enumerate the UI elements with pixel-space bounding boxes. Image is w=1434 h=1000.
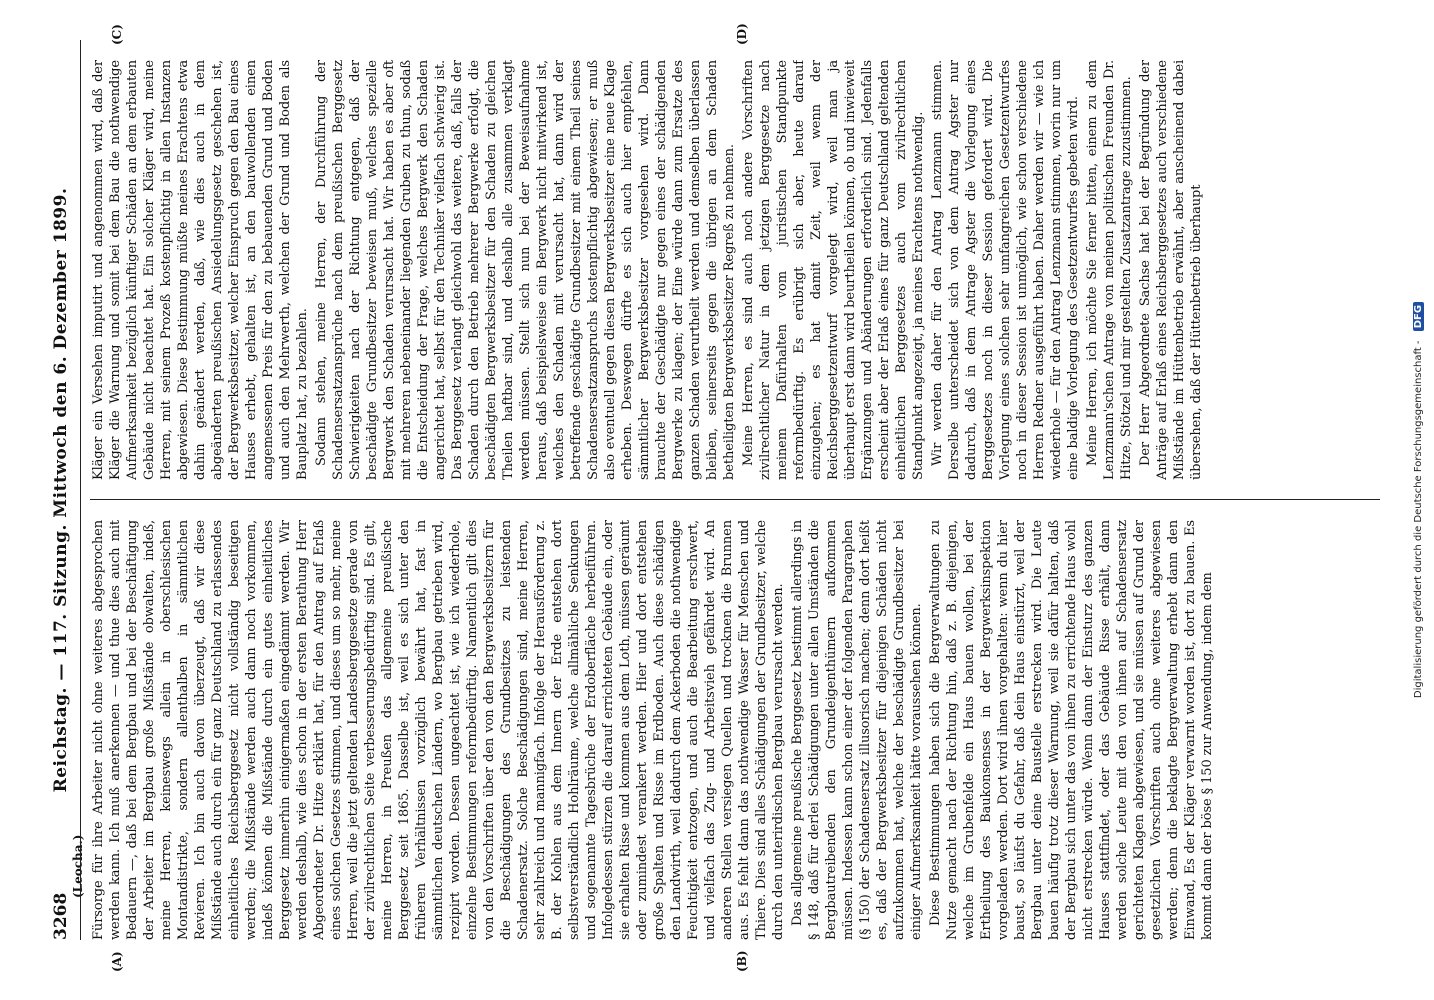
paragraph: Kläger ein Versehen imputirt und angenommen wird, daß der Kläger die Warnung und somit bei dem Bau die nothwendige Aufmerksamkeit bezüglich künftiger Schäden an dem erbauten Gebäude nicht beachtet hat. Ein solcher Kläger wird, meine Herren, mit seinem Prozeß kostenpflichtig in allen Instanzen abgewiesen. Diese Bestimmung müßte meines Erachtens etwa dahin geändert werden, daß, wie dies auch in dem abgeänderten preußischen Ansiedelungsgesetz geschehen ist, der Bergwerksbesitzer, welcher Einspruch gegen den Bau eines Hauses erhebt, gehalten ist, an den bauwollenden einen angemessenen Preis für den zu bebauenden Grund und Boden und auch den Mehrwerth, welchen der Grund und Boden als Bauplatz hat, zu bezahlen.: [91, 60, 310, 480]
paragraph: Wir werden daher für den Antrag Lenzmann stimmen. Derselbe unterscheidet sich von dem Antrag Agster nur dadurch, daß in dem Antrage Agster die Vorlegung eines Berggesetzes noch in dieser Session gefordert wird. Die Vorlegung eines solchen sehr umfangreichen Gesetzentwurfes noch in dieser Session ist unmöglich, wie schon verschiedene Herren Redner ausgeführt haben. Daher werden wir — wie ich wiederhole — für den Antrag Lenzmann stimmen, worin nur um eine baldige Vorlegung des Gesetzentwurfes gebeten wird.: [930, 60, 1081, 480]
header-rule: [80, 40, 81, 940]
left-column: [90, 520, 1380, 940]
paragraph: Der Herr Abgeordnete Sachse hat bei der Begründung der Anträge auf Erlaß eines Reichsberggesetzes auch verschiedene Mißstände im Hüttenbetrieb erwähnt, aber anscheinend dabei übersehen, daß der Hüttenbetrieb überhaupt: [1138, 60, 1204, 480]
paragraph: Das allgemeine preußische Berggesetz bestimmt allerdings in § 148, daß für derlei Schädigungen unter allen Umständen die Bergbautreibenden den Grundeigenthümern aufkommen müssen. Indessen kann schon einer der folgenden Paragraphen (§ 150) der Schadensersatz illusorisch machen; denn dort heißt es, daß der Bergwerksbesitzer für diejenigen Schäden nicht aufzukommen hat, welche der beschädigte Grundbesitzer bei einiger Aufmerksamkeit hätte voraussehen können.: [790, 520, 924, 940]
right-column: [90, 60, 1380, 480]
paragraph: Fürsorge für ihre Arbeiter nicht ohne weiteres abgesprochen werden kann. Ich muß anerkennen — und thue dies auch mit Bedauern —, daß bei dem Bergbau und bei der Beschäftigung der Arbeiter im Bergbau große Mißstände obwalten, indeß, meine Herren, keineswegs allein in oberschlesischen Montandistrikte, sondern allenthalben in sämmtlichen Revieren. Ich bin auch davon überzeugt, daß wir diese Mißstände auch durch ein für ganz Deutschland zu erlassendes einheitliches Reichsberggesetz nicht vollständig beseitigen werden; die Mißstände werden auch dann noch vorkommen, indeß können die Mißstände durch ein gutes einheitliches Berggesetz immerhin einigermaßen eingedämmt werden. Wir werden deshalb, wie dies schon in der ersten Berathung Herr Abgeordneter Dr. Hitze erklärt hat, für den Antrag auf Erlaß eines solchen Gesetzes stimmen, und dieses um so mehr, meine Herren, weil die jetzt geltenden Landesberggesetze gerade von der zivilrechtlichen Seite verbesserungsbedürftig sind. Es gilt, meine Herren, in Preußen das allgemeine preußische Berggesetz seit 1865. Dasselbe ist, weil es sich unter den früheren Verhältnissen vorzüglich bewährt hat, fast in sämmtlichen deutschen Ländern, wo Bergbau getrieben wird, rezipirt worden. Dessen ungeachtet ist, wie ich wiederhole, einzelne Bestimmungen reformbedürftig. Namentlich gilt dies von den Vorschriften über den von den Bergwerksbesitzern für die Beschädigungen des Grundbesitzes zu leistenden Schadenersatz. Solche Beschädigungen sind, meine Herren, sehr zahlreich und mannigfach. Infolge der Herausförderung z. B. der Kohlen aus dem Innern der Erde entstehen dort selbstverständlich Hohlräume, welche allmähliche Senkungen und sogenannte Tagesbrüche der Erdoberfläche herbeiführen. Infolgedessen stürzen die darauf errichteten Gebäude ein, oder sie erhalten Risse und kommen aus dem Loth, müssen geräumt oder zumindest verankert werden. Hier und dort entstehen große Spalten und Risse im Erdboden. Auch diese schädigen den Landwirth, weil dadurch dem Ackerboden die nothwendige Feuchtigkeit entzogen, und auch die Bearbeitung erschwert, und vielfach das Zug- und Arbeitsvieh gefährdet wird. An anderen Stellen versiegen Quellen und trocknen die Brunnen aus. Es fehlt dann das nothwendige Wasser für Menschen und Thiere. Dies sind alles Schädigungen der Grundbesitzer, welche durch den unterirdischen Bergbau verursacht werden.: [91, 520, 786, 940]
margin-mark-a: (A): [110, 951, 124, 972]
paragraph: Meine Herren, ich möchte Sie ferner bitten, einem zu dem Lenzmann'schen Antrage von meinen politischen Freunden Dr. Hitze, Stötzel und mir gestellten Zusatzantrage zuzustimmen.: [1085, 60, 1134, 480]
dfg-logo: DFG: [1413, 302, 1424, 331]
page-header: [45, 40, 85, 940]
margin-mark-c: (C): [110, 24, 124, 45]
digitization-footer: [1413, 0, 1424, 1000]
paragraph: Diese Bestimmungen haben sich die Bergverwaltungen zu Nutze gemacht nach der Richtung hin, daß z. B. diejenigen, welche im Grubenfelde ein Haus bauen wollen, bei der Ertheilung des Baukonsenses in der Bergwerksinspektion vorgeladen werden. Dort wird ihnen vorgehalten: wenn du hier baust, so läufst du Gefahr, daß dein Haus einstürzt, weil der Bergbau unter deine Baustelle erstrecken wird. Die Leute bauen häufig trotz dieser Warnung, weil sie dafür halten, daß der Bergbau sich unter das von ihnen zu errichtende Haus wohl nicht erstrecken würde. Wenn dann der Einsturz des ganzen Hauses stattfindet, oder das Gebäude Risse erhält, dann werden solche Leute mit den von ihnen auf Schadensersatz gerichteten Klagen abgewiesen, und sie müssen auf Grund der gesetzlichen Vorschriften auch ohne weiteres abgewiesen werden; denn die beklagte Bergverwaltung erhebt dann den Einwand, Es der Kläger verwarnt worden ist, dort zu bauen. Es kommt dann der böse § 150 zur Anwendung, indem dem: [928, 520, 1215, 940]
speaker-label: (Leocha.): [71, 834, 85, 898]
footer-text: Digitalisierung gefördert durch die Deutsche Forschungsgemeinschaft -: [1413, 340, 1424, 699]
paragraph: Sodann stehen, meine Herren, der Durchführung der Schadensersatzansprüche nach dem preußischen Berggesetz Schwierigkeiten nach der Richtung entgegen, daß der beschädigte Grundbesitzer beweisen muß, welches spezielle Bergwerk den Schaden verursacht hat. Wir haben es aber oft mit mehreren nebeneinander liegenden Gruben zu thun, sodaß die Entscheidung der Frage, welches Bergwerk den Schaden angerichtet hat, selbst für den Techniker vielfach schwierig ist. Das Berggesetz verlangt gleichwohl das weitere, daß, falls der Schaden durch den Betrieb mehrerer Bergwerke erfolgt, die beschädigten Bergwerksbesitzer für den Schaden zu gleichen Theilen haftbar sind, und deshalb alle zusammen verklagt werden müssen. Stellt sich nun bei der Beweisaufnahme heraus, daß beispielsweise ein Bergwerk nicht mitwirkend ist, welches den Schaden mit verursacht hat, dann wird der betreffende geschädigte Grundbesitzer mit einem Theil seines Schadensersatzanspruchs kostenpflichtig abgewiesen; er muß also eventuell gegen diesen Bergwerksbesitzer eine neue Klage erheben. Deswegen dürfte es sich auch hier empfehlen, sämmtlicher Bergwerksbesitzer vorgesehen wird. Dann brauchte der Geschädigte nur gegen eines der schädigenden Bergwerke zu klagen; der Eine würde dann zum Ersatze des ganzen Schaden verurtheilt werden und demselben überlassen bleiben, seinerseits gegen die übrigen an dem Schaden betheiligten Bergwerksbesitzer Regreß zu nehmen.: [314, 60, 737, 480]
column-divider: [90, 499, 1380, 500]
page-number: 3268: [51, 892, 71, 940]
margin-mark-d: (D): [735, 23, 749, 45]
paragraph: Meine Herren, es sind auch noch andere Vorschriften zivilrechtlicher Natur in dem jetzigen Berggesetze nach meinem Dafürhalten vom juristischen Standpunkte reformbedürftig. Es erübrigt sich aber, heute darauf einzugehen; es hat damit Zeit, weil wenn der Reichsberggesetzentwurf vorgelegt wird, weil man ja überhaupt erst dann wird beurtheilen können, ob und inwieweit Ergänzungen und Abänderungen erforderlich sind. Jedenfalls erscheint aber der Erlaß eines für ganz Deutschland geltenden einheitlichen Berggesetzes auch vom zivilrechtlichen Standpunkt angezeigt, ja meines Erachtens nothwendig.: [741, 60, 926, 480]
margin-mark-b: (B): [735, 950, 749, 972]
running-title: Reichstag. — 117. Sitzung. Mittwoch den 6. Dezember 1899.: [51, 187, 71, 793]
